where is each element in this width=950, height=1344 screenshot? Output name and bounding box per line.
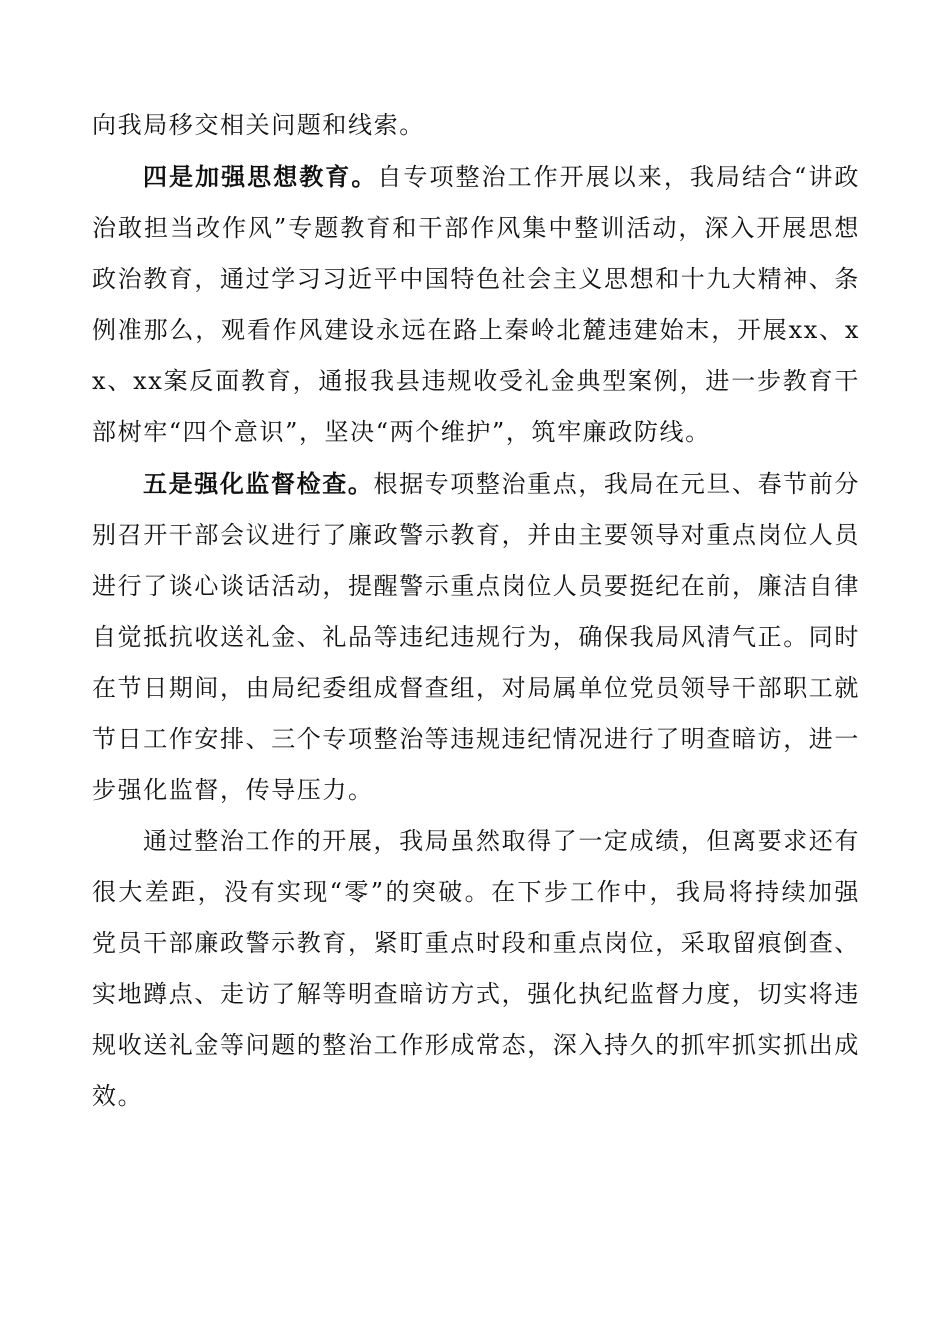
paragraph-conclusion (92, 816, 860, 1122)
paragraph-heading: 五是强化监督检查。 (143, 469, 374, 498)
paragraph-heading: 四是加强思想教育。 (143, 162, 378, 191)
paragraph-ideological-education (92, 151, 860, 458)
paragraph-continuation (92, 100, 860, 151)
paragraph-text: 根据专项整治重点，我局在元旦、春节前分别召开干部会议进行了廉政警示教育，并由主要领导对重点岗位人员进行了谈心谈话活动，提醒警示重点岗位人员要挺纪在前，廉洁自律自觉抵抗收送礼金、礼品等违纪违规行为，确保我局风清气正。同时在节日期间，由局纪委组成督查组，对局属单位党员领导干部职工就节日工作安排、三个专项整治等违规违纪情况进行了明查暗访，进一步强化监督，传导压力。 (92, 470, 860, 804)
paragraph-text: 自专项整治工作开展以来，我局结合“讲政治敢担当改作风”专题教育和干部作风集中整训活动，深入开展思想政治教育，通过学习习近平中国特色社会主义思想和十九大精神、条例准那么，观看作风建设永远在路上秦岭北麓违建始末，开展xx、xx、xx案反面教育，通报我县违规收受礼金典型案例，进一步教育干部树牢“四个意识”，坚决“两个维护”，筑牢廉政防线。 (92, 163, 860, 446)
document-body (92, 100, 860, 1122)
paragraph-text: 向我局移交相关问题和线索。 (92, 111, 425, 139)
paragraph-supervision-inspection (92, 458, 860, 816)
paragraph-text: 通过整治工作的开展，我局虽然取得了一定成绩，但离要求还有很大差距，没有实现“零”的突破。在下步工作中，我局将持续加强党员干部廉政警示教育，紧盯重点时段和重点岗位，采取留痕倒查、实地蹲点、走访了解等明查暗访方式，强化执纪监督力度，切实将违规收送礼金等问题的整治工作形成常态，深入持久的抓牢抓实抓出成效。 (92, 827, 860, 1110)
